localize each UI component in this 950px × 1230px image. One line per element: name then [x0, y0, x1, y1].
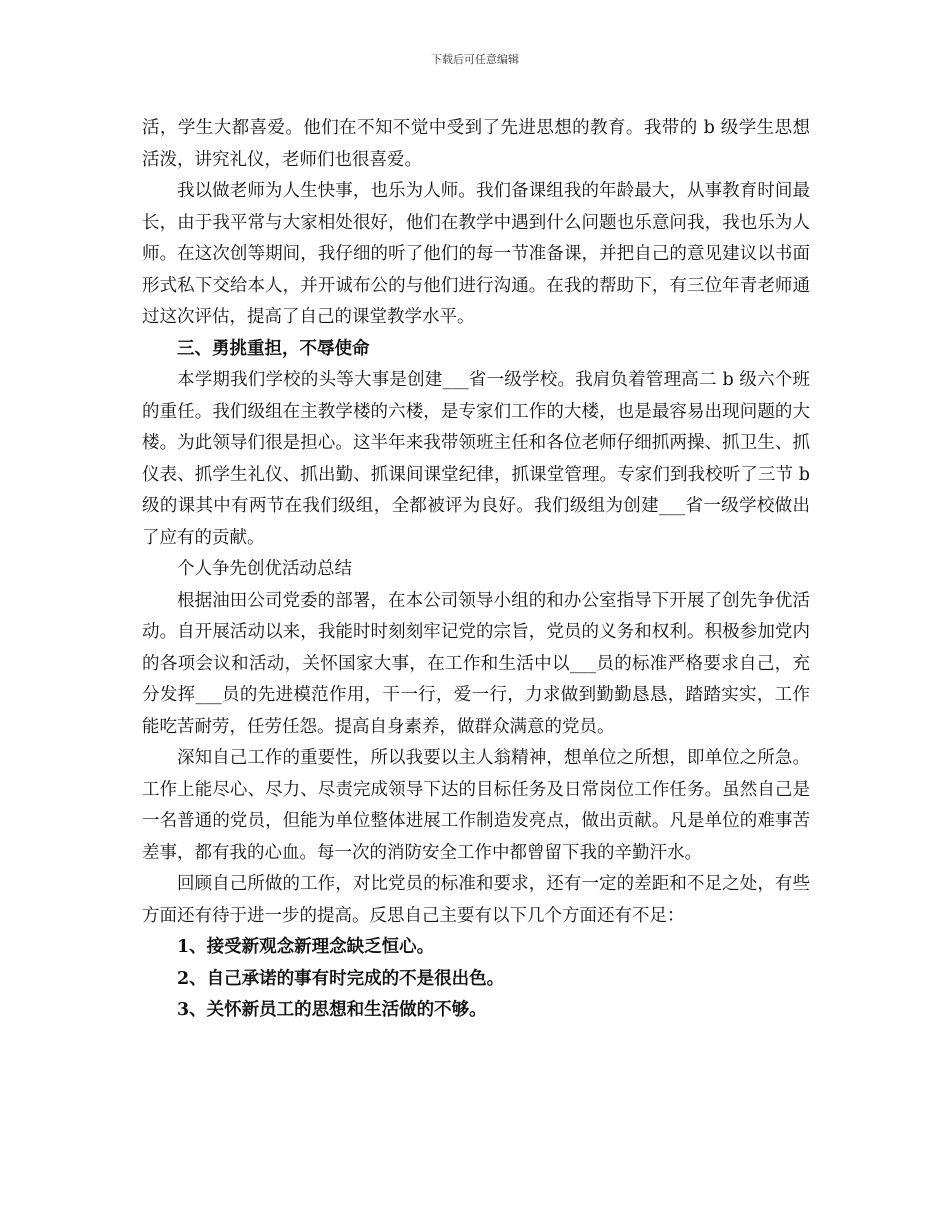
page-header: 下载后可任意编辑: [431, 53, 519, 66]
shortcoming-item-2: 2、自己承诺的事有时完成的不是很出色。: [177, 968, 505, 989]
paragraph-continuation: 活，学生大都喜爱。他们在不知不觉中受到了先进思想的教育。我带的 b 级学生思想活泼，讲究礼仪，老师们也很喜爱。: [142, 118, 810, 170]
paragraph-activity: 根据油田公司党委的部署，在本公司领导小组的和办公室指导下开展了创先争优活动。自开展活动以来，我能时时刻刻牢记党的宗旨，党员的义务和权利。积极参加党内的各项会议和活动，关怀国家大事，在工作和生活中以___员的标准严格要求自己，充分发挥___员的先进模范作用，干一行，爱一行，力求做到勤勤恳恳，踏踏实实，工作能吃苦耐劳，任劳任怨。提高自身素养，做群众满意的党员。: [142, 590, 810, 737]
paragraph-review: 回顾自己所做的工作，对比党员的标准和要求，还有一定的差距和不足之处，有些方面还有待于进一步的提高。反思自己主要有以下几个方面还有不足：: [142, 874, 810, 926]
shortcoming-item-3: 3、关怀新员工的思想和生活做的不够。: [177, 1000, 487, 1020]
paragraph-teacher: 我以做老师为人生快事，也乐为人师。我们备课组我的年龄最大，从事教育时间最长，由于我平常与大家相处很好，他们在教学中遇到什么问题也乐意问我，我也乐为人师。在这次创等期间，我仔细的听了他们的每一节准备课，并把自己的意见建议以书面形式私下交给本人，并开诚布公的与他们进行沟通。在我的帮助下，有三位年青老师通过这次评估，提高了自己的课堂教学水平。: [142, 181, 810, 327]
section-heading: 三、勇挑重担，不辱使命: [177, 338, 370, 359]
summary-title: 个人争先创优活动总结: [177, 559, 352, 579]
shortcoming-item-1: 1、接受新观念新理念缺乏恒心。: [177, 937, 435, 957]
document-body: [142, 113, 810, 1027]
paragraph-work: 深知自己工作的重要性，所以我要以主人翁精神，想单位之所想，即单位之所急。工作上能尽心、尽力、尽责完成领导下达的目标任务及日常岗位工作任务。虽然自己是一名普通的党员，但能为单位整体进展工作制造发亮点，做出贡献。凡是单位的难事苦差事，都有我的心血。每一次的消防安全工作中都曾留下我的辛勤汗水。: [142, 748, 810, 863]
paragraph-semester: 本学期我们学校的头等大事是创建___省一级学校。我肩负着管理高二 b 级六个班的重任。我们级组在主教学楼的六楼，是专家们工作的大楼，也是最容易出现问题的大楼。为此领导们很是担心。这半年来我带领班主任和各位老师仔细抓两操、抓卫生、抓仪表、抓学生礼仪、抓出勤、抓课间课堂纪律，抓课堂管理。专家们到我校听了三节 b 级的课其中有两节在我们级组，全都被评为良好。我们级组为创建___省一级学校做出了应有的贡献。: [142, 370, 810, 548]
